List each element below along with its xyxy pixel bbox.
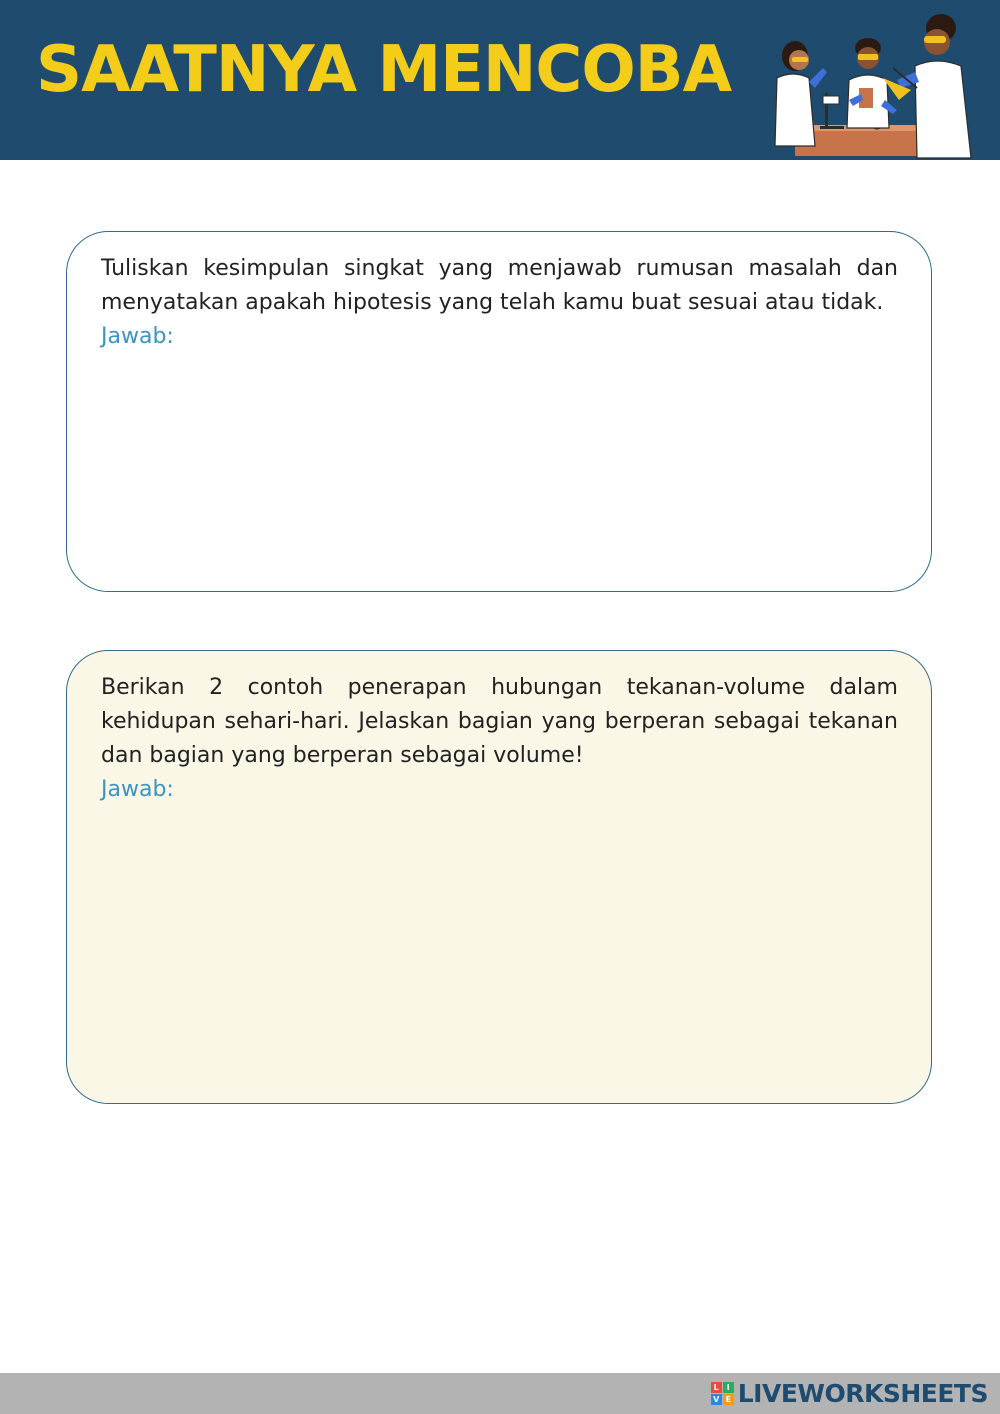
header-banner <box>0 0 1000 160</box>
answer-label-1: Jawab: <box>101 324 174 349</box>
logo-letter: E <box>723 1394 734 1405</box>
question-card-2 <box>66 650 932 1104</box>
page-title: SAATNYA MENCOBA <box>36 33 732 107</box>
scientists-lab-illustration-icon <box>765 8 990 160</box>
logo-letter: L <box>711 1382 722 1393</box>
question-2 <box>101 671 898 807</box>
logo-letter: V <box>711 1394 722 1405</box>
question-card-1 <box>66 231 932 592</box>
question-2-prompt: Berikan 2 contoh penerapan hubungan tekanan-volume dalam kehidupan sehari-hari. Jelaskan bagian yang berperan sebagai tekanan dan bagian yang berperan sebagai volume! <box>101 675 898 768</box>
footer-bar <box>0 1373 1000 1414</box>
brand-name: LIVEWORKSHEETS <box>737 1379 988 1408</box>
logo-letter: I <box>723 1382 734 1393</box>
question-1 <box>101 252 898 354</box>
liveworksheets-brand[interactable] <box>711 1373 988 1414</box>
liveworksheets-logo-icon <box>711 1382 734 1405</box>
question-1-prompt: Tuliskan kesimpulan singkat yang menjawab rumusan masalah dan menyatakan apakah hipotesis yang telah kamu buat sesuai atau tidak. <box>101 256 898 315</box>
answer-label-2: Jawab: <box>101 777 174 802</box>
